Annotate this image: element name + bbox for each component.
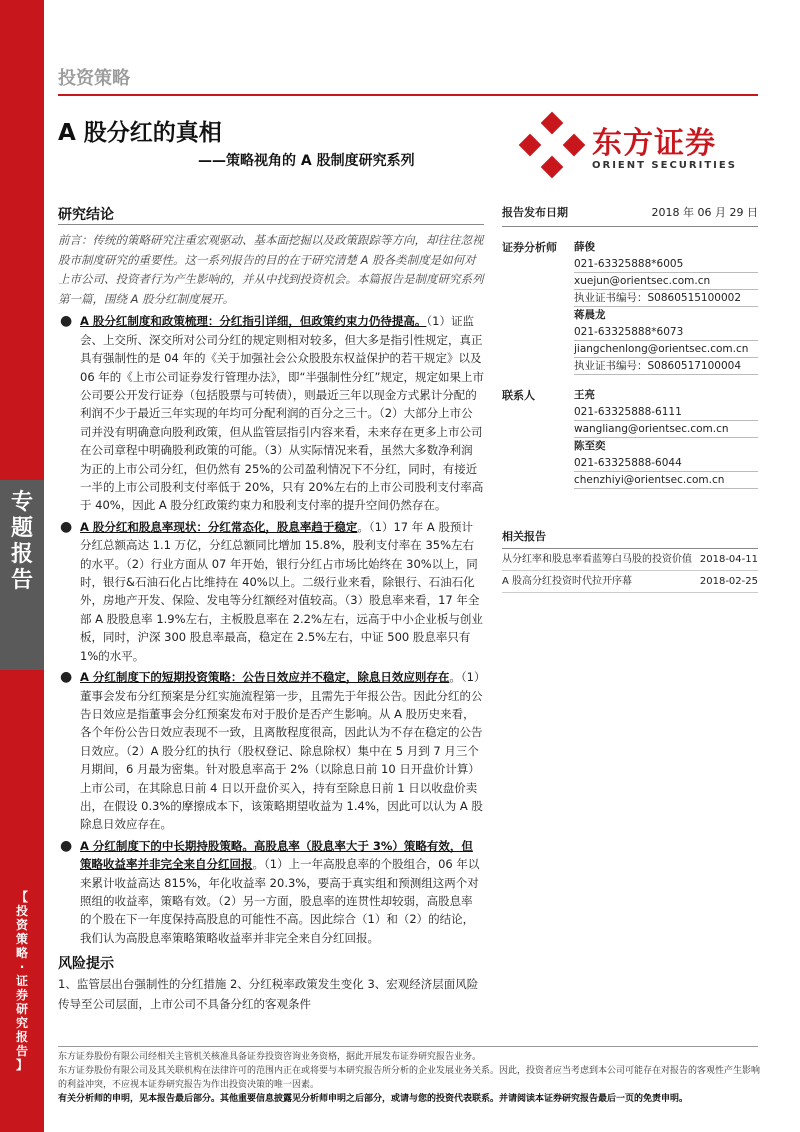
section-title-conclusion: 研究结论 — [58, 207, 114, 223]
contact-name: 陈至奕 — [574, 440, 606, 452]
bullet-body: 。（1）董事会发布分红预案是分红实施流程第一步，且需先于年报公告。因此分红的公告日效应是指董事会分红预案发布对于股价是否产生影响。从 A 股历史来看，各个年份公告日效应表现不一致，且离散程度很高，因此认为不存在稳定的公告日效应。（2）A 股分红的执行（股权登记、除息除权）集中在 5 月到 7 月三个月期间，6 月最为密集。针对股息率高于 2%（以除息日前 10 日开盘价计算）上市公司，在其除息日前 4 日以开盘价买入，持有至除息日前 1 日以收盘价卖出，在假设 0.3%的摩擦成本下，该策略期望收益为 1.4%，因此可以认为 A 股除息日效应存在。 — [80, 670, 483, 832]
sidebar-red-top — [0, 0, 44, 480]
risk-title: 风险提示 — [58, 956, 114, 973]
bullet-lead: A 分红制度下的短期投资策略：公告日效应并不稳定，除息日效应则存在 — [80, 670, 450, 685]
publish-date-value: 2018 年 06 月 29 日 — [651, 206, 758, 219]
analyst-block — [502, 239, 758, 375]
conclusion-bullet — [58, 312, 484, 514]
bullet-lead: A 股分红和股息率现状：分红常态化，股息率趋于稳定 — [80, 519, 358, 534]
analyst-name: 蒋晨龙 — [574, 309, 606, 321]
report-category: 投资策略 — [58, 68, 130, 89]
intro-paragraph: 前言：传统的策略研究注重宏观驱动、基本面挖掘以及政策跟踪等方向，却往往忽视股市制度研究的重要性。这一系列报告的目的在于研究清楚 A 股各类制度是如何对上市公司、投资者行为产生影响的，并从中找到投资机会。本篇报告是制度研究系列第一篇，围绕 A 股分红制度展开。 — [58, 233, 484, 306]
footer-line: 东方证券股份有限公司经相关主管机关核准具备证券投资咨询业务资格，据此开展发布证券研究报告业务。 — [58, 1052, 482, 1062]
risk-text: 1、监管层出台强制性的分红措施 2、分红税率政策发生变化 3、宏观经济层面风险传导至公司层面，上市公司不具备分红的客观条件 — [58, 977, 479, 1011]
bullet-body: （1）证监会、上交所、深交所对公司分红的规定则相对较多，但大多是指引性规定，真正具有强制性的是 04 年的《关于加强社会公众股股东权益保护的若干规定》以及 06 年的《上市公司证券发行管理办法》，即“半强制性分红”规定，规定如果上市公司要公开发行证券（包括股票与可转债），则最近三年以现金方式累计分配的利润不少于最近三年实现的年均可分配利润的百分之三十。（2）大部分上市公司并没有明确意向股利政策，但从监管层指引内容来看，未来存在更多上市公司在公司章程中明确股利政策的可能。（3）从实际情况来看，虽然大多数净利润为正的上市公司分红，但仍然有 25%的公司盈利情况下不分红，同时，有接近一半的上市公司股利支付率低于 20%，只有 20%左右的上市公司股利支付率高于 40%，因此 A 股分红政策约束力和股利支付率的提升空间仍然存在。 — [80, 314, 484, 513]
related-reports-title: 相关报告 — [502, 528, 758, 549]
footer-line-bold: 有关分析师的申明，见本报告最后部分。其他重要信息披露见分析师申明之后部分，或请与您的投资代表联系。并请阅读本证券研究报告最后一页的免责申明。 — [58, 1094, 689, 1104]
sidebar-report-category: 【 投 资 策 略 · 证 券 研 究 报 告 】 — [15, 890, 28, 1072]
related-reports — [502, 528, 758, 593]
report-subtitle: ——策略视角的 A 股制度研究系列 — [198, 153, 415, 169]
analyst-cert: 执业证书编号：S0860517100004 — [574, 358, 758, 375]
conclusion-bullet — [58, 668, 484, 834]
header-divider — [58, 94, 758, 96]
conclusion-bullet — [58, 518, 484, 665]
publish-date-row — [502, 204, 758, 220]
info-divider — [502, 226, 758, 227]
main-column — [58, 224, 484, 1014]
logo-en-text: ORIENT SECURITIES — [592, 160, 737, 171]
bullet-icon: ● — [60, 518, 73, 535]
contact-phone: 021-63325888-6111 — [574, 404, 758, 421]
related-report-item[interactable] — [502, 553, 758, 571]
contact-phone: 021-63325888-6044 — [574, 455, 758, 472]
related-report-title: 从分红率和股息率看蓝筹白马股的投资价值 — [502, 554, 692, 565]
contact-email[interactable]: wangliang@orientsec.com.cn — [574, 421, 758, 438]
analyst-email[interactable]: jiangchenlong@orientsec.com.cn — [574, 341, 758, 358]
conclusion-bullet — [58, 837, 484, 947]
analyst-email[interactable]: xuejun@orientsec.com.cn — [574, 273, 758, 290]
left-sidebar — [0, 0, 44, 1132]
main-divider — [58, 224, 484, 225]
contact-block — [502, 387, 758, 489]
related-report-item[interactable] — [502, 575, 758, 593]
analyst-phone: 021-63325888*6005 — [574, 256, 758, 273]
related-report-title: A 股高分红投资时代拉开序幕 — [502, 576, 633, 587]
analyst-name: 薛俊 — [574, 241, 595, 253]
report-title: A 股分红的真相 — [58, 120, 222, 146]
contact-label: 联系人 — [502, 389, 535, 402]
analyst-label: 证券分析师 — [502, 241, 557, 254]
bullet-lead: A 分红制度下的中长期持股策略。高股息率（股息率大于 3%）策略有效，但策略收益率并非完全来自分红回报 — [80, 838, 473, 872]
bullet-icon: ● — [60, 313, 73, 330]
logo-cn-text: 东方证券 — [592, 126, 716, 161]
bullet-icon: ● — [60, 837, 73, 854]
contact-name: 王亮 — [574, 389, 595, 401]
bullet-body: 。（1）上一年高股息率的个股组合，06 年以来累计收益高达 815%，年化收益率 20.3%，要高于真实组和预测组这两个对照组的收益率，策略有效。（2）另一方面，股息率的连贯性却较弱，高股息率的个股在下一年度保持高股息的可能性不高。因此综合（1）和（2）的结论，我们认为高股息率策略策略收益率并非完全来自分红回报。 — [80, 857, 480, 945]
contact-email[interactable]: chenzhiyi@orientsec.com.cn — [574, 472, 758, 489]
analyst-phone: 021-63325888*6073 — [574, 324, 758, 341]
bullet-lead: A 股分红制度和政策梳理：分红指引详细，但政策约束力仍待提高。 — [80, 314, 427, 329]
footer-line: 东方证券股份有限公司及其关联机构在法律许可的范围内正在或将要与本研究报告所分析的企业发展业务关系。因此，投资者应当考虑到本公司可能存在对报告的客观性产生影响的利益冲突，不应视本证券研究报告为作出投资决策的唯一因素。 — [58, 1066, 761, 1090]
related-report-date: 2018-04-11 — [699, 554, 758, 565]
bullet-body: 。（1）17 年 A 股预计分红总额高达 1.1 万亿，分红总额同比增加 15.8%，股利支付率在 35%左右的水平。（2）行业方面从 07 年开始，银行分红占市场比始终在 30%以上，同时，银行&石油石化占比维持在 40%以上。二级行业来看，除银行、石油石化外，房地产开发、保险、发电等分红额经对值较高。（3）股息率来看，17 年全部 A 股股息率 1.9%左右，主板股息率在 2.2%左右，远高于中小企业板与创业板，同时，沪深 300 股息率最高，稳定在 2.5%左右，中证 500 股息率只有 1%的水平。 — [80, 519, 483, 663]
analyst-cert: 执业证书编号：S0860515100002 — [574, 290, 758, 307]
footer-divider — [58, 1046, 758, 1047]
publish-date-label: 报告发布日期 — [502, 206, 568, 219]
bullet-icon: ● — [60, 669, 73, 686]
sidebar-report-type: 专 题 报 告 — [10, 490, 33, 593]
related-report-date: 2018-02-25 — [699, 576, 758, 587]
info-column — [502, 204, 758, 489]
footer-disclaimer — [58, 1050, 768, 1106]
